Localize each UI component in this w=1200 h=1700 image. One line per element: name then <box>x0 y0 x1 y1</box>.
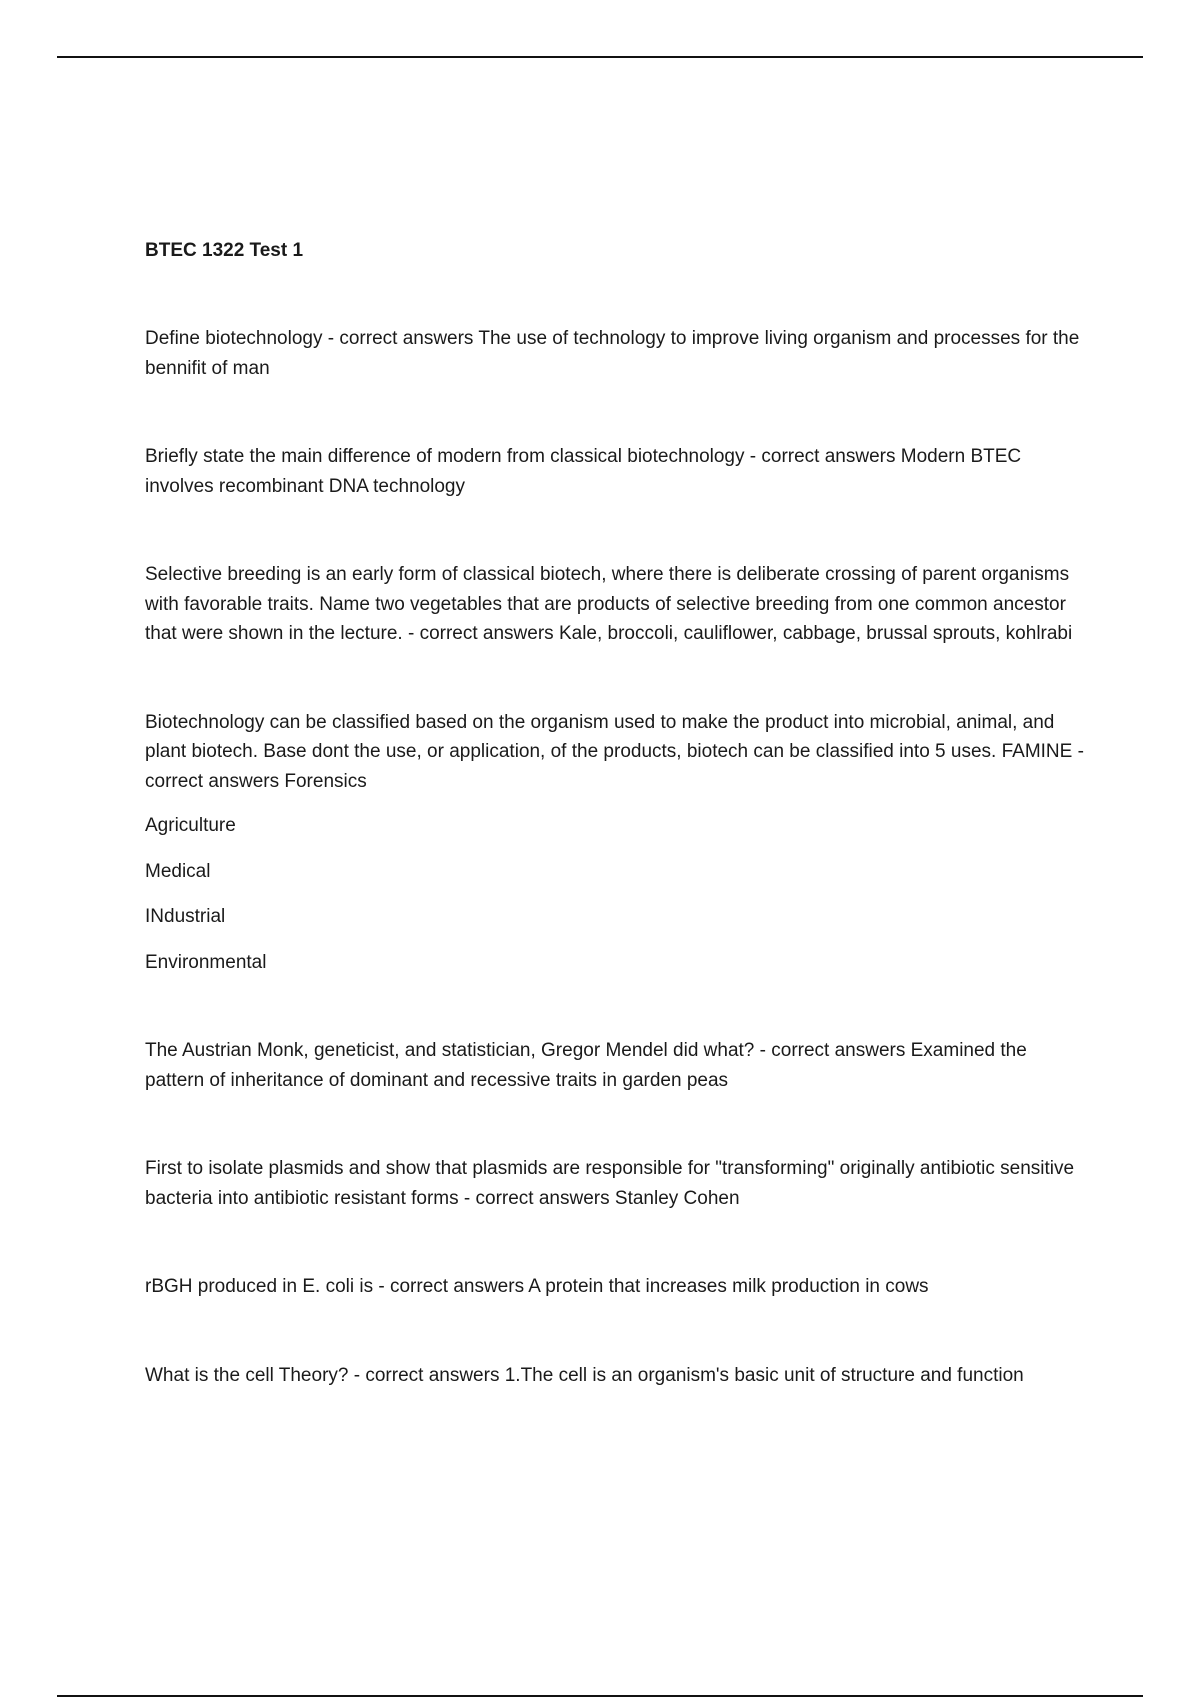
qa-item-5 <box>145 1036 1085 1095</box>
qa-text: Selective breeding is an early form of classical biotech, where there is deliberate crossing of parent organisms with favorable traits. Name two vegetables that are products of selective breeding from one common ancestor that were shown in the lecture. - correct answers Kale, broccoli, cauliflower, cabbage, brussal sprouts, kohlrabi <box>145 564 1073 644</box>
qa-text: Briefly state the main difference of modern from classical biotechnology - correct answers Modern BTEC involves recombinant DNA technology <box>145 446 1022 497</box>
answer-line-agriculture: Agriculture <box>145 815 236 836</box>
qa-text: First to isolate plasmids and show that plasmids are responsible for "transforming" originally antibiotic sensitive bacteria into antibiotic resistant forms - correct answers Stanley Cohen <box>145 1158 1075 1209</box>
qa-text: rBGH produced in E. coli is - correct answers A protein that increases milk production in cows <box>145 1276 929 1297</box>
qa-text: The Austrian Monk, geneticist, and statistician, Gregor Mendel did what? - correct answers Examined the pattern of inheritance of dominant and recessive traits in garden peas <box>145 1040 1027 1091</box>
qa-item-4 <box>145 708 1085 978</box>
qa-item-2 <box>145 442 1085 501</box>
qa-text: Biotechnology can be classified based on the organism used to make the product into microbial, animal, and plant biotech. Base dont the use, or application, of the products, biotech can be classified into 5 uses. FAMINE - correct answers Forensics <box>145 711 1084 792</box>
footer-rule <box>57 1695 1143 1697</box>
document-title: BTEC 1322 Test 1 <box>145 240 304 261</box>
answer-line-medical: Medical <box>145 860 211 882</box>
qa-item-7 <box>145 1272 1085 1302</box>
qa-item-6 <box>145 1154 1085 1213</box>
answer-line-industrial: INdustrial <box>145 906 226 927</box>
qa-item-8 <box>145 1361 1085 1391</box>
document-body <box>145 236 1085 1390</box>
answer-line-environmental: Environmental <box>145 951 267 973</box>
qa-text: What is the cell Theory? - correct answers 1.The cell is an organism's basic unit of structure and function <box>145 1364 1024 1386</box>
qa-text: Define biotechnology - correct answers The use of technology to improve living organism and processes for the bennifit of man <box>145 328 1080 379</box>
header-rule <box>57 56 1143 58</box>
qa-item-3 <box>145 560 1085 649</box>
qa-item-1 <box>145 324 1085 383</box>
